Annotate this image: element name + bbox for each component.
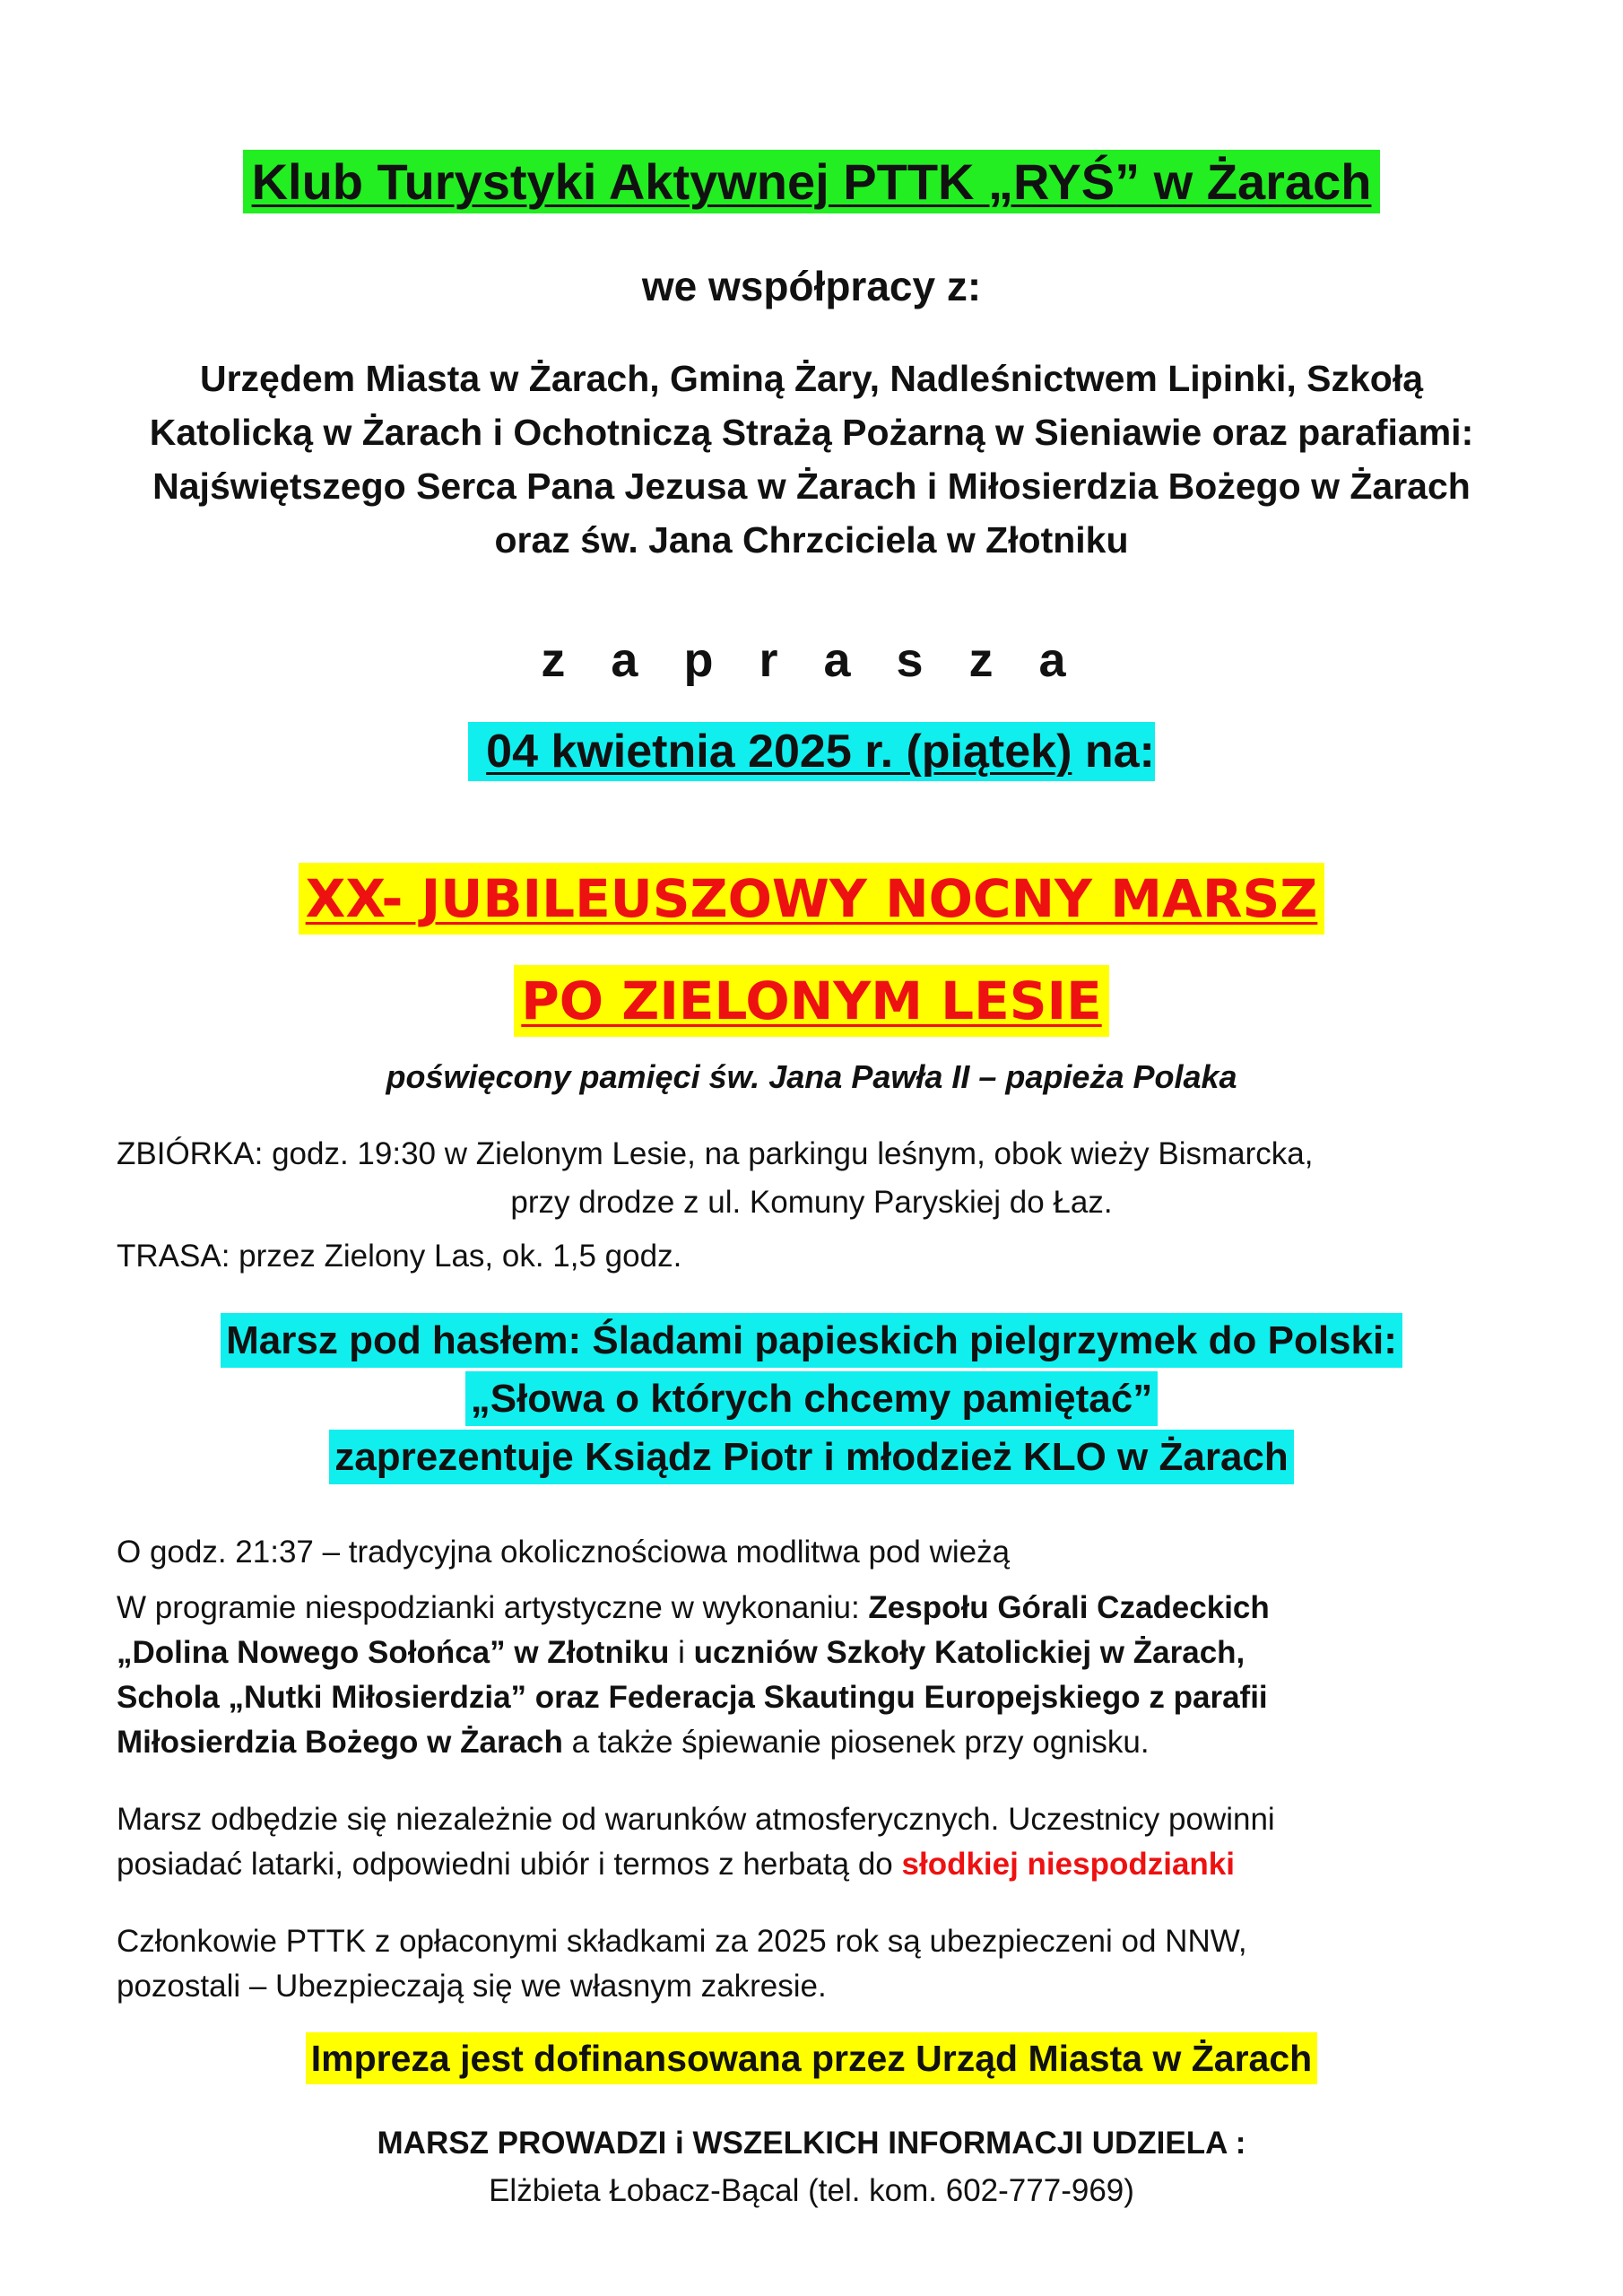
motto-text-3: zaprezentuje Ksiądz Piotr i młodzież KLO w Żarach bbox=[329, 1430, 1294, 1484]
weather-text: posiadać latarki, odpowiedni ubiór i termos z herbatą do bbox=[117, 1847, 902, 1882]
weather-text: Marsz odbędzie się niezależnie od warunków atmosferycznych. Uczestnicy powinni bbox=[117, 1802, 1275, 1837]
partners-line: Urzędem Miasta w Żarach, Gminą Żary, Nadleśnictwem Lipinki, Szkołą bbox=[199, 358, 1424, 399]
partners-line: oraz św. Jana Chrzciciela w Złotniku bbox=[494, 519, 1129, 561]
leader-heading: MARSZ PROWADZI i WSZELKICH INFORMACJI UDZIELA : bbox=[377, 2126, 1246, 2161]
program-text: a także śpiewanie piosenek przy ognisku. bbox=[562, 1725, 1150, 1760]
program-performer: Zespołu Górali Czadeckich bbox=[868, 1590, 1270, 1625]
motto-line-1 bbox=[0, 1318, 1623, 1363]
program-info bbox=[117, 1586, 1524, 1765]
leader-contact: Elżbieta Łobacz-Bącal (tel. kom. 602-777-969) bbox=[489, 2173, 1134, 2208]
club-title-text: Klub Turystyki Aktywnej PTTK „RYŚ” w Żarach bbox=[243, 150, 1381, 213]
partners-line: Katolicką w Żarach i Ochotniczą Strażą Pożarną w Sieniawie oraz parafiami: bbox=[149, 412, 1474, 453]
prayer-info: O godz. 21:37 – tradycyjna okolicznościowa modlitwa pod wieżą bbox=[117, 1535, 1011, 1570]
motto-text-2: „Słowa o których chcemy pamiętać” bbox=[465, 1371, 1159, 1426]
partners-line: Najświętszego Serca Pana Jezusa w Żarach i Miłosierdzia Bożego w Żarach bbox=[152, 465, 1471, 507]
insurance-info bbox=[117, 1919, 1524, 2009]
event-date-text: 04 kwietnia 2025 r. (piątek) bbox=[486, 726, 1072, 778]
event-dedication: poświęcony pamięci św. Jana Pawła II – papieża Polaka bbox=[386, 1058, 1237, 1095]
event-title-text-1: XX- JUBILEUSZOWY NOCNY MARSZ bbox=[299, 863, 1325, 935]
program-text: W programie niespodzianki artystyczne w wykonaniu: bbox=[117, 1590, 869, 1625]
gathering-info: ZBIÓRKA: godz. 19:30 w Zielonym Lesie, na parkingu leśnym, obok wieży Bismarcka, bbox=[117, 1136, 1314, 1171]
event-title-line-1 bbox=[0, 868, 1623, 929]
event-title-text-2: PO ZIELONYM LESIE bbox=[514, 965, 1108, 1037]
program-performer: uczniów Szkoły Katolickiej w Żarach, bbox=[693, 1635, 1245, 1670]
funding-text: Impreza jest dofinansowana przez Urząd Miasta w Żarach bbox=[306, 2032, 1317, 2084]
motto-line-3 bbox=[0, 1435, 1623, 1480]
program-performer: „Dolina Nowego Sołońca” w Złotniku bbox=[117, 1635, 670, 1670]
cooperation-intro: we współpracy z: bbox=[641, 263, 982, 309]
gathering-info-continued: przy drodze z ul. Komuny Paryskiej do Łaz. bbox=[510, 1185, 1113, 1220]
motto-line-2 bbox=[0, 1377, 1623, 1422]
funding-note bbox=[0, 2038, 1623, 2080]
program-text: i bbox=[669, 1635, 694, 1670]
program-performer: Schola „Nutki Miłosierdzia” oraz Federacja Skautingu Europejskiego z parafii bbox=[117, 1680, 1268, 1715]
weather-info bbox=[117, 1797, 1524, 1887]
insurance-text: pozostali – Ubezpieczają się we własnym zakresie. bbox=[117, 1969, 827, 2004]
route-info: TRASA: przez Zielony Las, ok. 1,5 godz. bbox=[117, 1239, 682, 1274]
partners-list bbox=[0, 352, 1623, 567]
motto-text-1: Marsz pod hasłem: Śladami papieskich pielgrzymek do Polski: bbox=[221, 1313, 1402, 1368]
insurance-text: Członkowie PTTK z opłaconymi składkami za 2025 rok są ubezpieczeni od NNW, bbox=[117, 1924, 1247, 1959]
program-performer: Miłosierdzia Bożego w Żarach bbox=[117, 1725, 563, 1760]
sweet-surprise-highlight: słodkiej niespodzianki bbox=[901, 1847, 1235, 1882]
event-title-line-2 bbox=[0, 970, 1623, 1031]
event-date bbox=[0, 725, 1623, 778]
club-title bbox=[0, 152, 1623, 211]
event-date-suffix: na: bbox=[1072, 726, 1155, 778]
invites-heading: z a p r a s z a bbox=[541, 633, 1082, 687]
